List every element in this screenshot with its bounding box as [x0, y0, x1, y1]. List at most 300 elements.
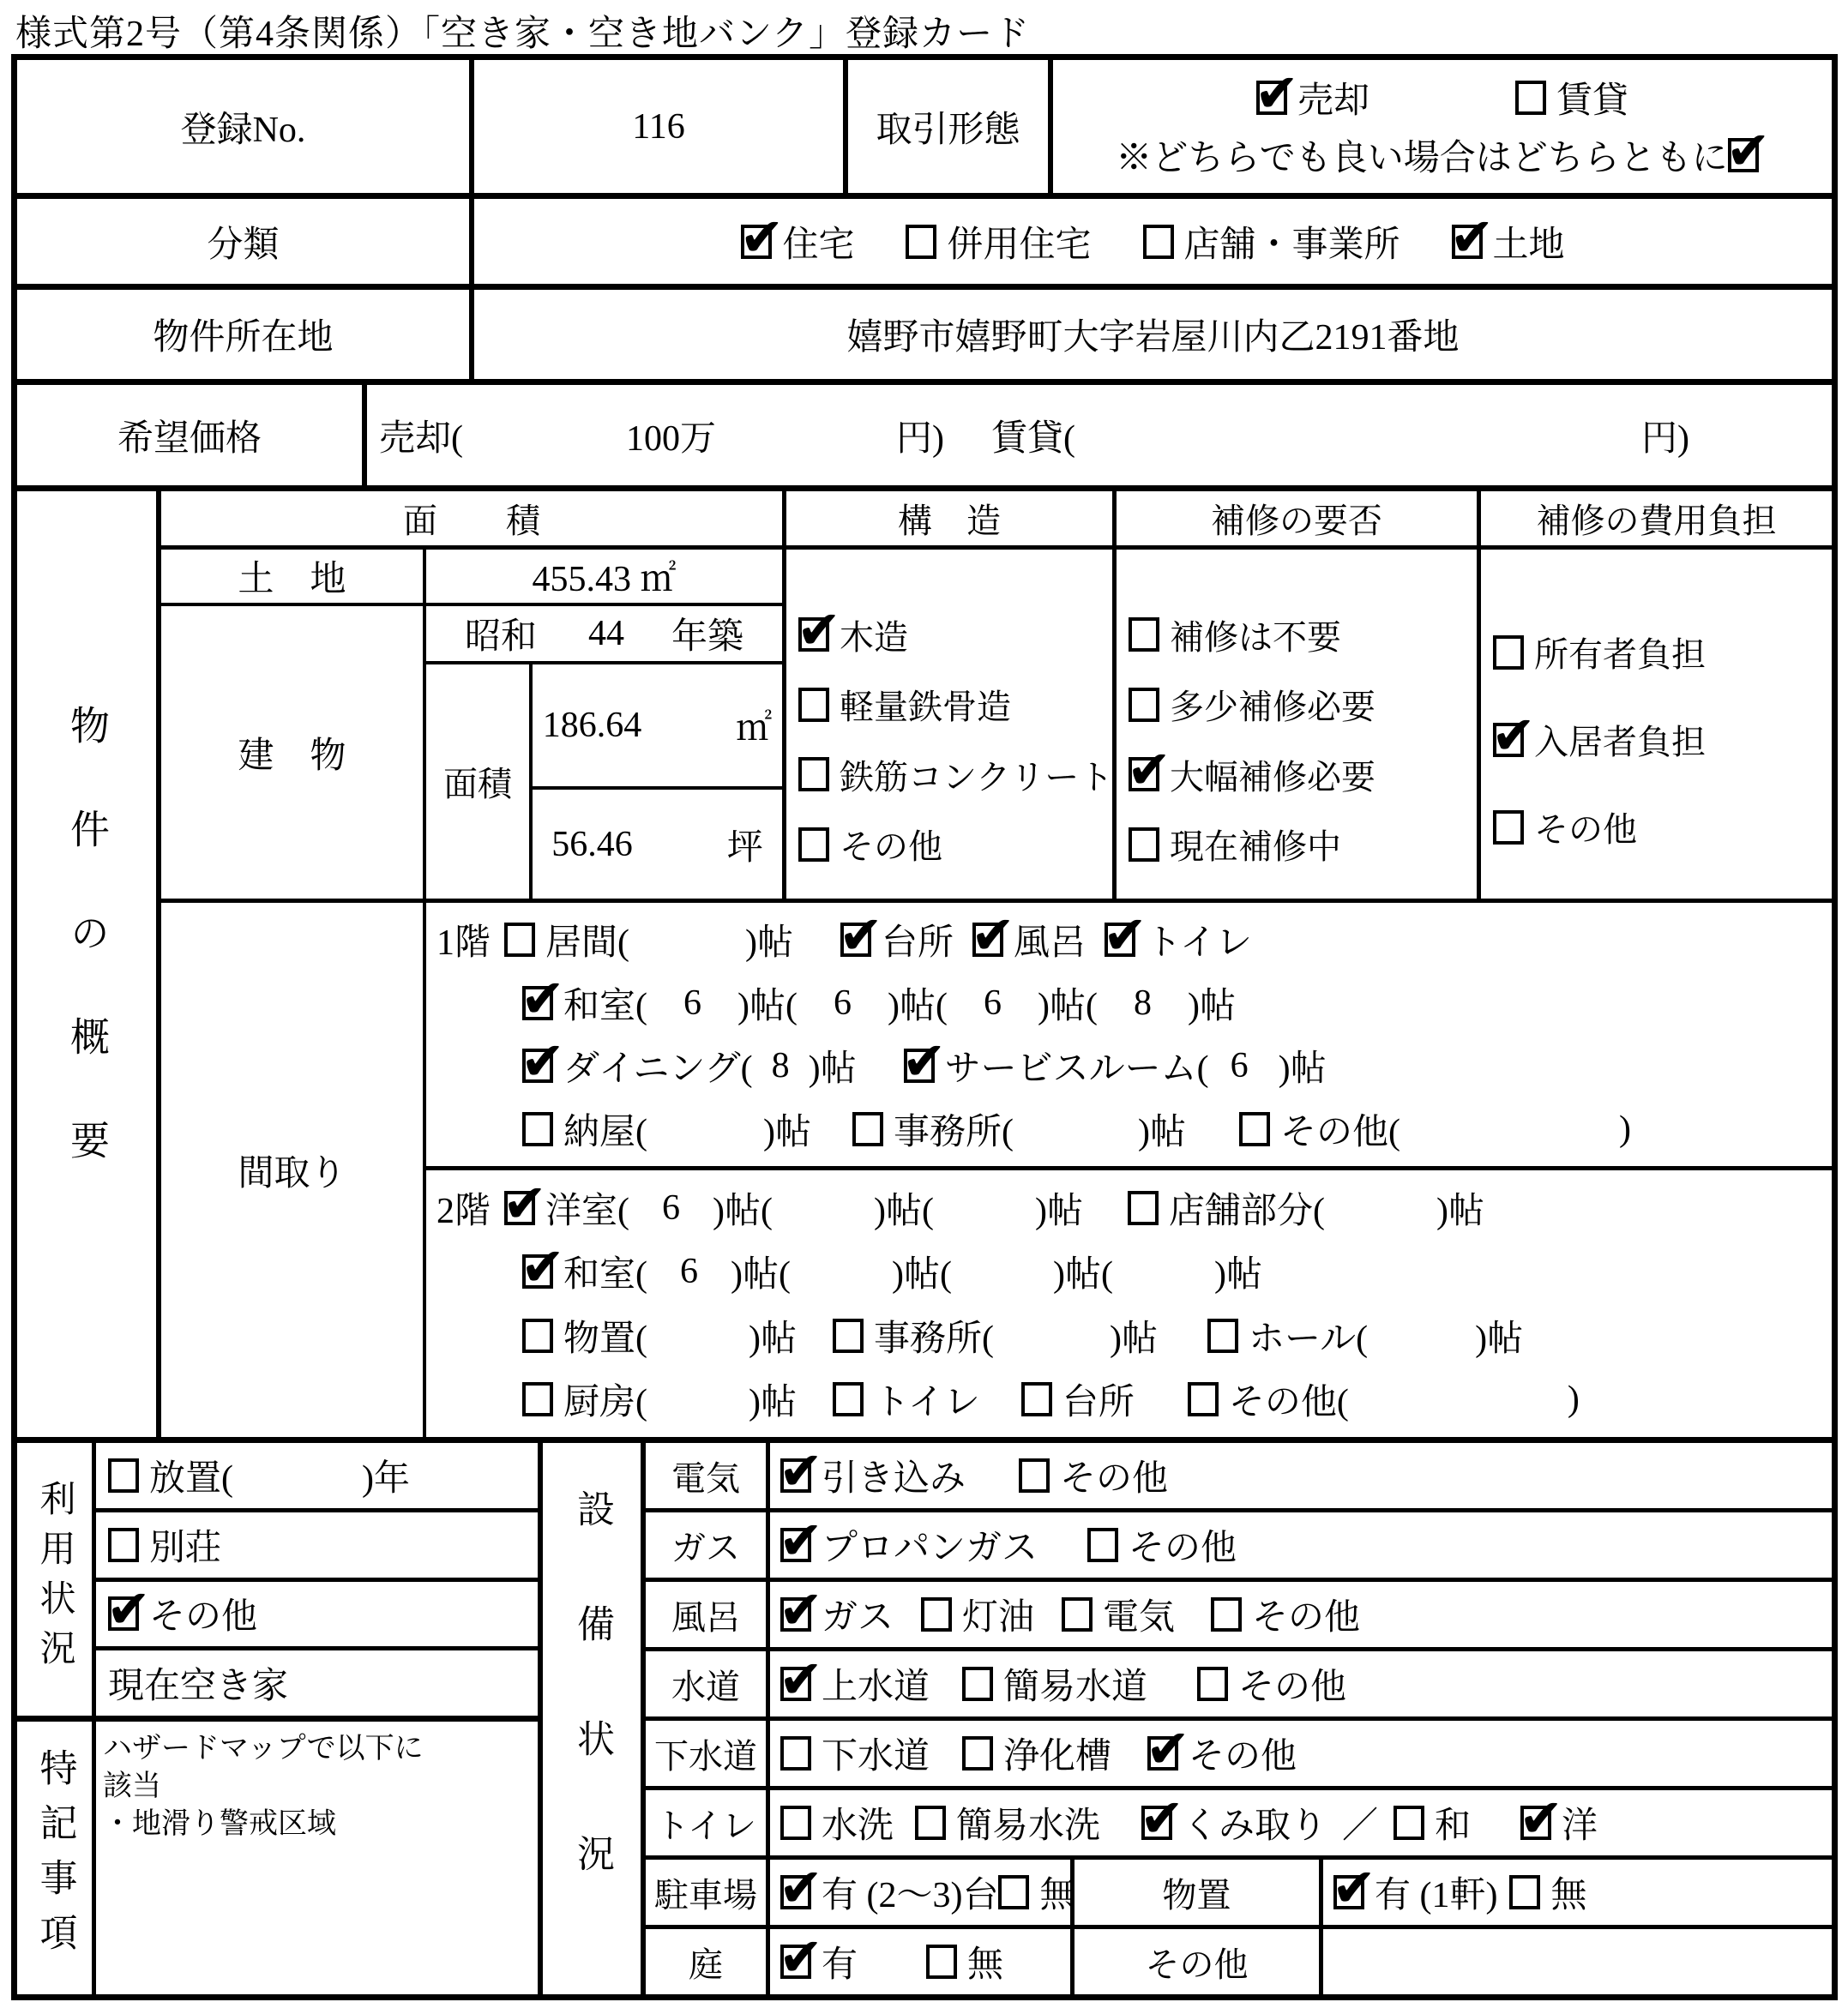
spacer — [647, 1335, 749, 1336]
spacer — [629, 1208, 662, 1209]
checkbox-unchecked[interactable] — [1211, 1597, 1242, 1632]
text: 店舗部分( — [1168, 1192, 1325, 1232]
checkbox-unchecked[interactable] — [108, 1528, 139, 1562]
land-label: 土 地 — [238, 560, 346, 599]
text: 2階 — [436, 1192, 491, 1232]
repair-cost-header: 補修の費用負担 — [1477, 491, 1832, 545]
price-values — [362, 385, 1832, 485]
form-title: 様式第2号（第4条関係）「空き家・空き地バンク」登録カード — [15, 15, 1031, 54]
spacer — [629, 940, 745, 941]
parking-options — [780, 1867, 1076, 1918]
row-property-location — [17, 284, 1832, 379]
usage-rows — [92, 1443, 538, 1716]
text: 台所 — [1062, 1382, 1135, 1422]
text: 住宅 — [782, 225, 855, 265]
checkbox-unchecked[interactable] — [1129, 688, 1159, 722]
facility-label: ガス — [671, 1528, 740, 1567]
text: その他 — [149, 1597, 258, 1638]
checkbox-checked[interactable] — [972, 923, 1003, 957]
spacer — [641, 725, 736, 726]
repair-need-options — [1112, 550, 1477, 899]
checkbox-checked[interactable] — [1147, 1736, 1178, 1771]
facility-label: 水道 — [671, 1667, 740, 1706]
transaction-type-options — [1048, 60, 1832, 193]
checkbox-unchecked[interactable] — [926, 1945, 957, 1979]
spacer — [793, 940, 840, 941]
spacer — [1327, 1823, 1342, 1824]
checkbox-checked[interactable] — [1520, 1806, 1551, 1840]
text: 和室( — [563, 1255, 647, 1296]
spacer — [1369, 97, 1515, 98]
spacer — [994, 1335, 1110, 1336]
text: )帖 — [1187, 986, 1236, 1026]
spacer — [894, 1614, 921, 1615]
text: 186.64 — [542, 706, 642, 745]
spacer — [1497, 1892, 1509, 1893]
text: 事務所( — [874, 1319, 994, 1359]
spacer — [948, 1002, 984, 1003]
checkbox-unchecked[interactable] — [798, 827, 829, 862]
spacer — [798, 1002, 834, 1003]
text: )年 — [362, 1458, 410, 1499]
text: ガス — [822, 1598, 894, 1638]
text: 入居者負担 — [1534, 723, 1706, 761]
usage-status-block — [17, 1443, 538, 1716]
text: )帖( — [731, 1255, 791, 1296]
text: 8 — [1133, 983, 1152, 1023]
spacer — [1086, 940, 1105, 941]
checkbox-unchecked[interactable] — [1062, 1597, 1093, 1632]
text: その他( — [1228, 1382, 1349, 1422]
spacer — [1002, 1002, 1038, 1003]
usage-option — [108, 1519, 221, 1571]
section-bottom — [17, 1437, 1832, 1994]
storage-options — [1333, 1867, 1587, 1918]
text: 放置( — [149, 1458, 233, 1499]
spacer — [797, 1398, 833, 1399]
text: 売却( — [379, 418, 463, 459]
facility-label: 電気 — [671, 1458, 740, 1498]
facility-label: 下水道 — [654, 1736, 757, 1776]
text: )帖( — [891, 1255, 952, 1296]
notes-content — [92, 1722, 538, 1994]
spacer — [1038, 1545, 1087, 1546]
repair-cost-option — [1493, 628, 1832, 676]
text: 6 — [683, 983, 701, 1023]
checkbox-checked[interactable] — [1105, 923, 1135, 957]
overview-header-row — [161, 491, 1832, 550]
checkbox-unchecked[interactable] — [998, 1875, 1029, 1909]
text: 浄化槽 — [1003, 1737, 1112, 1777]
checkbox-unchecked[interactable] — [522, 1112, 553, 1146]
price-label: 希望価格 — [117, 418, 262, 459]
text: 6 — [1230, 1046, 1249, 1086]
spacer — [1075, 435, 1641, 436]
facility-label: トイレ — [655, 1806, 756, 1845]
structure-option — [798, 680, 1112, 729]
text: )帖 — [1034, 1192, 1083, 1232]
checkbox-unchecked[interactable] — [1515, 81, 1546, 115]
garden-other-value — [1319, 1929, 1832, 1994]
facility-label: 風呂 — [671, 1597, 740, 1637]
spacer — [852, 1002, 888, 1003]
row-classification — [17, 193, 1832, 284]
floor2-line — [436, 1182, 1832, 1234]
land-row — [161, 550, 782, 606]
floor-plan-content — [423, 903, 1832, 1437]
usage-option — [108, 1588, 257, 1639]
text: その他 — [1129, 1529, 1237, 1568]
checkbox-checked[interactable] — [522, 1254, 553, 1289]
checkbox-unchecked[interactable] — [522, 1382, 553, 1416]
checkbox-unchecked[interactable] — [1188, 1382, 1219, 1416]
usage-row — [96, 1578, 538, 1647]
text: トイレ — [1146, 923, 1252, 964]
checkbox-unchecked[interactable] — [522, 1319, 553, 1353]
spacer — [436, 1002, 522, 1003]
repair-option — [1129, 680, 1477, 729]
checkbox-unchecked[interactable] — [1019, 1458, 1050, 1493]
text: 6 — [833, 983, 852, 1023]
text: 和室( — [563, 986, 647, 1026]
text: 土地 — [1492, 225, 1565, 265]
text: その他 — [1238, 1668, 1347, 1707]
checkbox-unchecked[interactable] — [1128, 1191, 1159, 1225]
text: トイレ — [874, 1382, 980, 1422]
checkbox-unchecked[interactable] — [1394, 1806, 1424, 1840]
built-year-value — [426, 606, 782, 664]
floor-1-block — [426, 903, 1832, 1170]
spacer — [1152, 1002, 1188, 1003]
text: 6 — [662, 1188, 681, 1229]
checkbox-checked[interactable] — [1452, 225, 1483, 259]
checkbox-unchecked[interactable] — [833, 1319, 864, 1353]
checkbox-checked[interactable] — [904, 1049, 935, 1083]
checkbox-checked[interactable] — [1728, 138, 1759, 172]
facility-options — [780, 1519, 1237, 1571]
spacer — [680, 1208, 713, 1209]
text: その他 — [1060, 1459, 1169, 1499]
spacer — [1325, 1208, 1436, 1209]
text: ) — [1619, 1109, 1631, 1149]
overview-body — [161, 550, 1832, 899]
spacer — [1034, 1614, 1062, 1615]
text: 洋 — [1562, 1807, 1598, 1846]
checkbox-unchecked[interactable] — [852, 1112, 883, 1146]
spacer — [701, 1002, 737, 1003]
text: 事務所( — [894, 1112, 1014, 1152]
text: )帖( — [713, 1192, 773, 1232]
usage-current-vacant — [108, 1657, 288, 1709]
text: 店舗・事業所 — [1183, 225, 1400, 265]
spacer — [858, 1962, 926, 1963]
text: 下水道 — [822, 1737, 930, 1777]
structure-option — [798, 820, 1112, 869]
spacer — [436, 1335, 522, 1336]
checkbox-checked[interactable] — [522, 986, 553, 1020]
building-area-tsubo — [533, 790, 782, 899]
transaction-line-2 — [1053, 129, 1832, 181]
repair-option — [1129, 750, 1477, 799]
garden-options — [780, 1936, 1003, 1987]
usage-row — [96, 1508, 538, 1578]
checkbox-unchecked[interactable] — [780, 1736, 811, 1771]
checkbox-unchecked[interactable] — [1129, 827, 1159, 862]
facility-row-bath — [646, 1578, 1832, 1647]
facility-options — [780, 1450, 1168, 1501]
text: 補修は不要 — [1170, 617, 1341, 657]
area-header: 面 積 — [403, 502, 540, 540]
usage-section-label: 利用状況 — [34, 1480, 75, 1679]
facility-options — [780, 1797, 1598, 1849]
checkbox-unchecked[interactable] — [915, 1806, 946, 1840]
spacer — [1400, 241, 1452, 242]
overview-section-label: 物件の概要 — [65, 705, 109, 1223]
text: 8 — [771, 1046, 790, 1086]
text: 56.46 — [551, 824, 633, 864]
checkbox-unchecked[interactable] — [798, 757, 829, 791]
facility-row-water — [646, 1647, 1832, 1716]
checkbox-checked[interactable] — [741, 225, 772, 259]
text: その他 — [840, 827, 942, 867]
spacer — [934, 1208, 1035, 1209]
floor-plan-label: 間取り — [238, 1153, 346, 1193]
checkbox-unchecked[interactable] — [1143, 225, 1174, 259]
spacer — [1186, 1128, 1239, 1129]
checkbox-checked[interactable] — [780, 1528, 811, 1562]
spacer — [633, 844, 727, 845]
checkbox-checked[interactable] — [780, 1458, 811, 1493]
spacer — [1249, 1066, 1279, 1067]
checkbox-checked[interactable] — [840, 923, 871, 957]
spacer — [894, 1823, 915, 1824]
text: ※どちらでも良い場合はどちらともに — [1116, 139, 1728, 179]
text: 無 — [1039, 1876, 1076, 1915]
facility-row-sewage — [646, 1716, 1832, 1786]
checkbox-unchecked[interactable] — [108, 1458, 139, 1493]
structure-options — [782, 550, 1112, 899]
spacer — [811, 1128, 852, 1129]
text: )帖 — [1475, 1319, 1524, 1359]
floor2-line — [436, 1246, 1832, 1297]
land-area-value: 455.43 ㎡ — [423, 550, 782, 603]
floor-2-block — [426, 1170, 1832, 1437]
text: 6 — [983, 983, 1002, 1023]
spacer — [647, 1398, 749, 1399]
row-desired-price — [17, 379, 1832, 485]
spacer — [1100, 1823, 1141, 1824]
location-value: 嬉野市嬉野町大字岩屋川内乙2191番地 — [469, 290, 1832, 379]
checkbox-unchecked[interactable] — [504, 923, 535, 957]
checkbox-checked[interactable] — [522, 1049, 553, 1083]
text: 簡易水道 — [1003, 1668, 1148, 1707]
checkbox-checked[interactable] — [780, 1597, 811, 1632]
spacer — [857, 1066, 904, 1067]
checkbox-unchecked[interactable] — [1239, 1112, 1270, 1146]
text: )帖 — [763, 1112, 811, 1152]
checkbox-checked[interactable] — [1333, 1875, 1364, 1909]
facility-row-toilet — [646, 1786, 1832, 1855]
facility-options — [780, 1589, 1360, 1640]
text: 賃貸 — [1556, 81, 1629, 121]
spacer — [436, 1128, 522, 1129]
spacer — [1400, 1128, 1619, 1129]
text: ㎡ — [736, 709, 773, 748]
spacer — [1209, 1066, 1231, 1067]
floor1-line — [436, 1040, 1832, 1091]
classification-label: 分類 — [207, 225, 280, 265]
spacer — [716, 435, 896, 436]
text: 上水道 — [822, 1668, 930, 1707]
text: )帖( — [1037, 986, 1098, 1026]
building-row — [161, 606, 782, 899]
text: 円) — [896, 418, 945, 459]
text: 1階 — [436, 923, 491, 964]
spacer — [797, 1335, 833, 1336]
text: 和 — [1435, 1807, 1472, 1846]
spacer — [1092, 241, 1143, 242]
checkbox-unchecked[interactable] — [780, 1806, 811, 1840]
text: 風呂 — [1014, 923, 1087, 964]
repair-option — [1129, 820, 1477, 869]
checkbox-unchecked[interactable] — [906, 225, 936, 259]
checkbox-checked[interactable] — [780, 1875, 811, 1909]
spacer — [647, 1128, 763, 1129]
text: その他 — [1189, 1737, 1297, 1777]
text: 賃貸( — [991, 418, 1076, 459]
facility-options — [780, 1728, 1297, 1779]
facility-label: 庭 — [689, 1945, 723, 1984]
text: 現在空き家 — [108, 1667, 289, 1707]
reg-no-value: 116 — [469, 60, 843, 193]
facility-row-electricity — [646, 1443, 1832, 1508]
checkbox-unchecked[interactable] — [1197, 1667, 1228, 1701]
text: 物置( — [563, 1319, 647, 1359]
checkbox-unchecked[interactable] — [962, 1667, 993, 1701]
checkbox-checked[interactable] — [798, 617, 829, 652]
repair-need-header: 補修の要否 — [1112, 491, 1477, 545]
facilities-rows — [641, 1443, 1832, 1994]
spacer — [1471, 1823, 1520, 1824]
usage-option — [108, 1450, 410, 1501]
text: 100万 — [626, 418, 717, 459]
text: その他 — [1252, 1598, 1361, 1638]
classification-options — [469, 199, 1832, 284]
checkbox-unchecked[interactable] — [962, 1736, 993, 1771]
spacer — [436, 1066, 522, 1067]
spacer — [790, 1066, 809, 1067]
checkbox-unchecked[interactable] — [798, 688, 829, 722]
checkbox-unchecked[interactable] — [1207, 1319, 1238, 1353]
checkbox-checked[interactable] — [780, 1945, 811, 1979]
checkbox-unchecked[interactable] — [1493, 810, 1524, 845]
text: 多少補修必要 — [1170, 688, 1375, 727]
text: 昭和 — [464, 617, 537, 657]
notes-section-label: 特記事項 — [33, 1748, 76, 1968]
transaction-line-1 — [1053, 72, 1832, 123]
repair-cost-option — [1493, 715, 1832, 764]
building-area-label: 面積 — [443, 765, 512, 803]
text: その他 — [1534, 810, 1637, 849]
text: 水洗 — [822, 1807, 894, 1846]
spacer — [944, 435, 991, 436]
text: ) — [1567, 1379, 1580, 1419]
checkbox-unchecked[interactable] — [1509, 1875, 1540, 1909]
spacer — [1098, 1002, 1134, 1003]
floor2-line — [436, 1310, 1832, 1362]
checkbox-unchecked[interactable] — [1129, 617, 1159, 652]
checkbox-checked[interactable] — [1129, 757, 1159, 791]
repair-cost-options — [1477, 550, 1832, 899]
spacer — [980, 1398, 1021, 1399]
notes-line: 該当 — [103, 1771, 161, 1803]
spacer — [233, 1475, 362, 1476]
text: )帖 — [808, 1049, 857, 1090]
area-block — [161, 550, 782, 899]
spacer — [1349, 1398, 1568, 1399]
text: ／ — [1342, 1807, 1379, 1846]
building-label: 建 物 — [238, 736, 346, 776]
text: )帖 — [745, 923, 794, 964]
checkbox-checked[interactable] — [1256, 81, 1287, 115]
checkbox-unchecked[interactable] — [921, 1597, 952, 1632]
transaction-type-label: 取引形態 — [843, 60, 1048, 193]
overview-table — [156, 491, 1832, 1437]
usage-row — [96, 1646, 538, 1716]
text: )帖( — [737, 986, 798, 1026]
spacer — [1014, 1128, 1138, 1129]
text: くみ取り — [1183, 1807, 1327, 1846]
text: サービスルーム( — [944, 1049, 1209, 1090]
spacer — [773, 1208, 874, 1209]
text: 6 — [680, 1252, 698, 1292]
checkbox-unchecked[interactable] — [833, 1382, 864, 1416]
checkbox-checked[interactable] — [1141, 1806, 1172, 1840]
text: )帖 — [1436, 1192, 1484, 1232]
spacer — [854, 241, 906, 242]
floor-plan-row — [161, 899, 1832, 1437]
checkbox-checked[interactable] — [1493, 723, 1524, 757]
text: )帖 — [1213, 1255, 1262, 1296]
text: 坪 — [726, 827, 763, 868]
spacer — [753, 1066, 772, 1067]
checkbox-checked[interactable] — [780, 1667, 811, 1701]
checkbox-checked[interactable] — [504, 1191, 535, 1225]
building-area-values — [529, 664, 782, 899]
text: )帖 — [749, 1382, 797, 1422]
checkbox-unchecked[interactable] — [1493, 635, 1524, 670]
special-notes-block — [17, 1716, 538, 1994]
checkbox-checked[interactable] — [108, 1596, 139, 1631]
text: 鉄筋コンクリート — [840, 757, 1114, 797]
location-label: 物件所在地 — [153, 318, 334, 358]
floor2-line — [436, 1374, 1832, 1425]
text: 洋室( — [545, 1192, 630, 1232]
text: 灯油 — [962, 1598, 1035, 1638]
spacer — [930, 1684, 962, 1685]
facilities-section-label: 設備状況 — [538, 1443, 641, 1994]
spacer — [1135, 1398, 1188, 1399]
text: )帖 — [749, 1319, 797, 1359]
text: 別荘 — [149, 1528, 222, 1568]
checkbox-unchecked[interactable] — [1021, 1382, 1052, 1416]
text: )帖 — [1278, 1049, 1327, 1090]
spacer — [954, 940, 972, 941]
text: 併用住宅 — [947, 225, 1092, 265]
checkbox-unchecked[interactable] — [1087, 1528, 1118, 1562]
spacer — [1378, 1823, 1394, 1824]
repair-option — [1129, 610, 1477, 659]
